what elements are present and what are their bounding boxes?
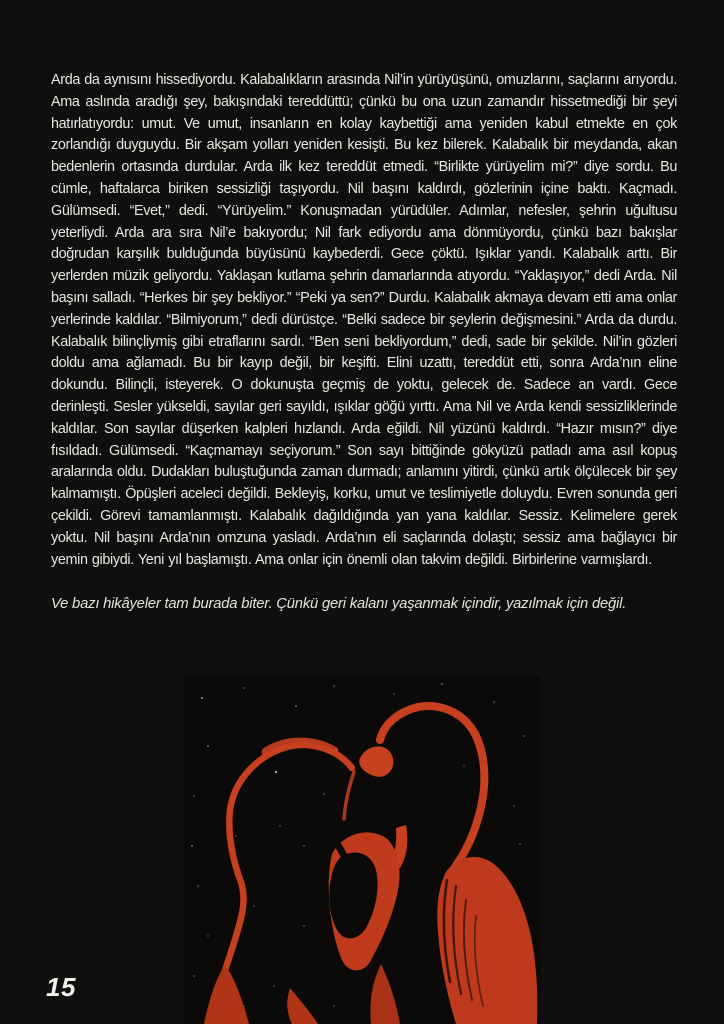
kissing-couple-art	[184, 676, 540, 1024]
closing-note: Ve bazı hikâyeler tam burada biter. Çünkü geri kalanı yaşanmak içindir, yazılmak için değil.	[51, 596, 627, 613]
story-paragraph: Arda da aynısını hissediyordu. Kalabalıkların arasında Nil’in yürüyüşünü, omuzlarını, saçlarını arıyordu. Ama aslında aradığı şey, bakışındaki tereddüttü; çünkü bu ona uzun zamandır hissetmediği bir şeyi hatırlatıyordu: umut. Ve umut, insanların en kolay kaybettiği ama yeniden kabul etmekte en çok zorlandığı duyguydu. Bir akşam yolları yeniden kesişti. Bu kez bilerek. Kalabalık bir meydanda, akan bedenlerin ortasında durdular. Arda ilk kez tereddüt etmedi. “Birlikte yürüyelim mi?” diye sordu. Bu cümle, haftalarca biriken sessizliği taşıyordu. Nil başını kaldırdı, gözlerinin içine baktı. Kaçmadı. Gülümsedi. “Evet,” dedi. “Yürüyelim.” Konuşmadan yürüdüler. Adımlar, nefesler, şehrin uğultusu yeterliydi. Arda ara sıra Nil’e bakıyordu; Nil fark ediyordu ama dönmüyordu, çünkü bazı bakışlar doğrudan karşılık bulduğunda büyüsünü kaybederdi. Gece çöktü. Işıklar yandı. Kalabalık arttı. Bir yerlerden müzik geliyordu. Yaklaşan kutlama şehrin damarlarında atıyordu. “Yaklaşıyor,” dedi Arda. Nil başını salladı. “Herkes bir şey bekliyor.” “Peki ya sen?” Durdu. Kalabalık akmaya devam etti ama onlar yerlerinde kaldılar. “Bilmiyorum,” dedi dürüstçe. “Belki sadece bir şeylerin değişmesini.” Arda da durdu. Kalabalık bilinçliymiş gibi etraflarını sardı. “Ben seni bekliyordum,” dedi, sade bir şekilde. Nil’in gözleri doldu ama ağlamadı. Bu bir kayıp değil, bir keşifti. Elini uzattı, tereddüt etti, sonra Arda’nın eline dokundu. Bilinçli, isteyerek. O dokunuşta geçmiş de yoktu, gelecek de. Sadece an vardı. Gece derinleşti. Sesler yükseldi, sayılar geri sayıldı, ışıklar göğü yırttı. Ama Nil ve Arda kendi sessizliklerinde kaldılar. Son sayılar düşerken kalpleri hızlandı. Arda eğildi. Nil yüzünü kaldırdı. “Hazır mısın?” diye fısıldadı. Gülümsedi. “Kaçmamayı seçiyorum.” Son sayı bittiğinde gökyüzü patladı ama asıl kopuş aralarında oldu. Dudakları buluştuğunda zaman durmadı; anlamını yitirdi, çünkü artık ölçülecek bir şey kalmamıştı. Öpüşleri aceleci değildi. Bekleyiş, korku, umut ve teslimiyetle doluydu. Evren sonunda geri çekildi. Görevi tamamlanmıştı. Kalabalık dağıldığında yan yana kaldılar. Sessiz. Kelimelere gerek yoktu. Nil başını Arda’nın omzuna yasladı. Arda’nın eli saçlarında dolaştı; sessiz ama bağlayıcı bir yemin gibiydi. Yeni yıl başlamıştı. Ama onlar için önemli olan takvim değildi. Birbirlerine varmışlardı.	[51, 72, 677, 568]
story-text	[51, 70, 677, 615]
page-number: 15	[46, 972, 76, 1002]
kissing-couple-illustration	[184, 676, 540, 1024]
